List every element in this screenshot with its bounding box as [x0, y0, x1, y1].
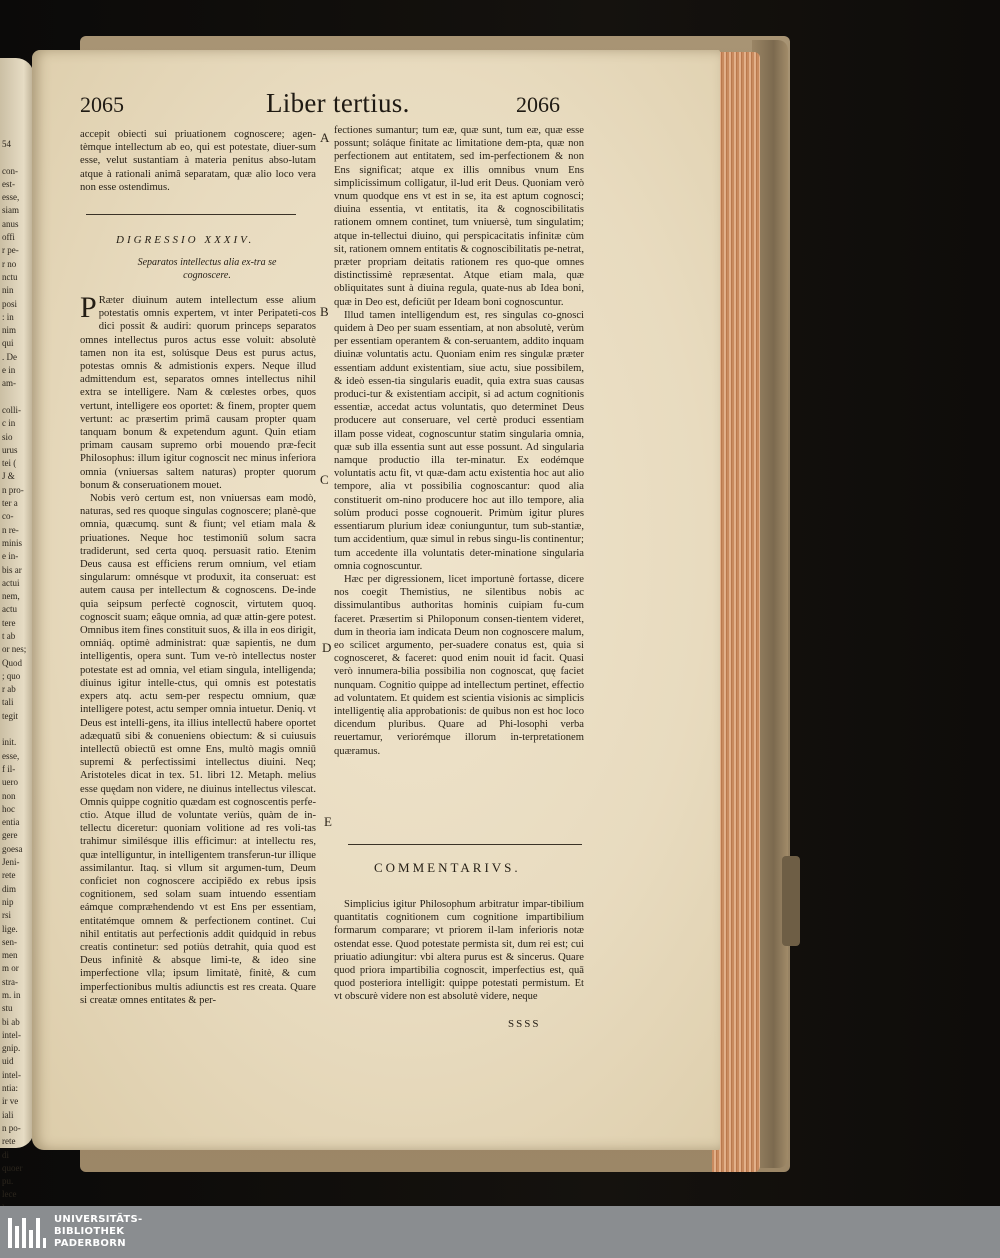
drop-cap: P — [80, 291, 97, 324]
right-paragraph-3: Hæc per digressionem, licet importunè fortasse, dicere nos coegit Themistius, ne silentibus nobis ac dissimulantibus authoritas hominis cuipiam fu-cum faceret. Præsertim si Philoponum consen-tientem videret, dum in theoria iam indicata Deum non cognoscere malum, eo scilicet argumento, per-suadere conatus est, quia si cognosceret, & faceret: quod enim nouit id facit. Quasi verò innumera-bilia possibilia non cognoscat, quę faciet nunquam. Cognitio quippe ad intellectum pertinet, effectio ad voluntatem. Et quidem est scientia visionis ac simplicis intelligentię alia approbationis: de quibus non est hoc loco dicendum pluribus. Quare ad Phi-losophi verba reuertamur, veriorémque illorum in-terpretationem quæramus. — [334, 573, 584, 757]
margin-letter-d: D — [322, 640, 332, 655]
commentary-title: COMMENTARIVS. — [374, 860, 521, 875]
commentary-column — [334, 898, 584, 1004]
left-column — [80, 128, 316, 194]
margin-letter-a: A — [320, 130, 330, 145]
signature-mark: SSSS — [508, 1018, 541, 1030]
clasp-remnant — [782, 856, 800, 946]
left-paragraph-1: Ræter diuinum autem intellectum esse alium potestatis omnis expertem, vt inter Peripateti-cos dici possit & audiri: quorum princeps separatos omnes intellectus puros actus esse voluit: absolutè tamen non ita est, solúsque Deus est purus actus, potestas omnis & admistionis expers. Neque illud admittendum est, separatos omnes intellectus nihil extra se intelligere. Nam & cœlestes orbes, quos vertunt, intelligere eos oportet: & finem, propter quem vertunt: ac præsertim primā causam propter quam tanquam bonum & expetendum agunt. Quin etiam primam causam supremo orbi mouendo præ-fecit Philosophus: illum igitur cognoscit nec minus inferiora omnia (vniuersas saltem naturas) propter quorum bonum & conseruationem mouet. — [80, 295, 316, 491]
library-name-line3: PADERBORN — [54, 1238, 126, 1249]
folio-right: 2066 — [516, 92, 560, 117]
left-column-body — [80, 291, 316, 1007]
right-paragraph-1: fectiones sumantur; tum eæ, quæ sunt, tum eæ, quæ esse possunt; soláque finitate ac limitatione dem-pta, quæ non perfectionem aut entitatem, sed im-perfectionem & non Ens significat; atque ex illis omnibus vnum Ens simplicissimum colligatur, il-lud erit Deus. Quoniam verò vnum quodque ens vt est in se, ita est aptum cognosci; diuina essentia, vt entitatis, ita & cognoscibilitatis rationem omnem continet, tum vniuersè, tum singulatim; atque in-tellectui diuino, qui perspicacitatis infinitæ cùm sit, rationem omnem entitatis & cognoscibilitatis pe-netrat, præter propriam deitatis rationem res quo-que omnes distinctissimè repræsentat. Atque etiam mala, quæ obliquitates sunt à diuina regula, quate-nus ab Idea boni, quæ in Deo est, deficiūt per Ideam boni cognoscuntur. — [334, 125, 584, 308]
left-page-edge — [0, 58, 34, 1200]
right-column — [334, 124, 584, 758]
section-rule — [86, 214, 296, 215]
digression-title: DIGRESSIO XXXIV. — [116, 234, 255, 246]
running-head: Liber tertius. — [266, 88, 410, 118]
commentary-rule — [348, 844, 582, 845]
commentary-text: Simplicius igitur Philosophum arbitratur impar-tibilium quantitatis cognitionem cum cognitione impartibilium formarum comparare; vt priorem il-lam inferioris notæ ostendat esse. Quod potestate permista sit, dum rei est; cui priuatio adiungitur: vbi altera purus est & sincerus. Quare quod priora impartibilia cognoscit, imperfectius est, quā quod posteriora intelligit: quippe potestati permistum. Et vt obscurè videre non est absolutè videre, neque — [334, 899, 584, 1003]
library-footer — [0, 1206, 1000, 1258]
left-paragraph-2: Nobis verò certum est, non vniuersas eam modò, naturas, sed res quoque singulas cognoscere; planè-que omnia, quæcumq. sunt & fiunt; vel etiam mala & priuationes. Neque hoc testimoniū solum sacra tradiderunt, sed certa quoq. persuasit ratio. Etenim Deus causa est efficiens rerum omnium, vel etiam singularum: omnésque vt produxit, ita conseruat: est autem causa per intellectum & cognoscens. De-inde quia seipsum perfectè cognoscit, virtutem quoq. cognoscit suam; eâque omnia, ad quæ attin-gere potest. Omnibus item fines constituit suos, & illa in eos dirigit, omniáq. optimè administrat: quæ sapientis, ne dum intelligentis, opera sunt. Tum ve-rò intellectus noster potestate est ad omnia, vel etiam singula, intelligenda; diuinus igitur intelle-ctus, qui omnis est potestatis expers atq. actu sem-per respectu omnium, quæ intelligere potest, actu semper omnia intuetur. Deniq. vt Deus est intelli-gens, ita illius intellectū habere oportet adæquatū sibi & conueniens obiectum: & si cuiusuis intellectū obiectū est omne Ens, multò magis omniū supremi & perfectissimi intellectus diuini. Neq; Aristoteles dicat in tex. 51. libri 12. Metaph. melius esse quędam non videre, ne diuinus intellectus vilescat. Omnis quippe cognitio quædam est cognoscentis perfe-ctio. Atque illud de voluntate veriùs, quàm de in-tellectu diceretur: quoniam volitione ad res voli-tas trahimur similésque illis efficimur: at intellectu res, quæ intelliguntur, in intelligentem transferun-tur illique assimilantur. Itaq. si vllum sit argumen-tum, Deum conficiet non cognoscere accipiēdo ex rebus ipsis cognitionem, sed solam suam intuendo essentiam eámque compræhendendo vt est Ens per essentiam, entitatémque omnem & perfectionem continet. Cui nihil entitatis aut perfectionis addit quidquid in rebus creatis continetur: sed potiùs detrahit, quia quod est Deus infinitè & absque limi-te, & ideo sine imperfectione vlla; ipsum limitatè, finitè, & cum imperfectionibus multis adiunctis est res creata. Quare si creatæ omnes entitates & per- — [80, 493, 316, 1006]
library-name-line1: UNIVERSITÄTS- — [54, 1214, 143, 1225]
digression-subtitle: Separatos intellectus alia ex-tra se cognoscere. — [137, 257, 277, 281]
library-logo-icon — [8, 1216, 46, 1248]
library-name-line2: BIBLIOTHEK — [54, 1226, 125, 1237]
folio-left: 2065 — [80, 92, 124, 117]
left-column-intro: accepit obiecti sui priuationem cognoscere; agen-tèmque intellectum ab eo, qui est potestate, diuer-sum esse, velut sustantiam à materia penitus abso-lutam atque à rationali animâ separatam, quæ alio loco vera non esse ostendimus. — [80, 129, 316, 193]
margin-letter-b: B — [320, 304, 329, 319]
library-name — [54, 1214, 143, 1250]
left-page-fragment-text: 54 con- est- esse, siam anus offi r pe- r no nctu nin posi : in nim qui . De e in am- colli- c in sio urus tei ( J & n pro- ter a co- n re- minis e in- bis ar actui nem, actu tere t ab or nes; Quod ; quo r ab tali tegit init. esse, f il- uero non hoc entia gere goesa Jeni- rete dim nip rsi lige. sen- men m or stra- m. in stu bi ab intel- gnip. uid intel- ntia: ir ve iali n po- rete di quoer pu. lece — [2, 139, 27, 1200]
margin-letter-e: E — [324, 814, 332, 829]
margin-letter-c: C — [320, 472, 329, 487]
right-paragraph-2: Illud tamen intelligendum est, res singulas co-gnosci quidem à Deo per suam essentiam, at non absolutè, verùm per essentiam operantem & con-seruantem, addito inquam diuinæ voluntatis actu. Quoniam enim res singulæ præter essentiam addunt existentiam, siue actu, siue possibilem, & ideò essen-tia singularis euadit, quia extra suas causas produci-tur & existentiam accipit, si ad actum cognitionis essentiæ, accedat actus voluntatis, quo determinet Deus producere aut conseruare, vel certè produci essentiam illam posse videat, cognoscuntur statim singularia omnia, quæ sub illa essentia sunt aut esse possunt. Ad singularia namque productio illa ter-minatur. Ex eodémque voluntatis actu fit, vt quæ-dam actu existentia hoc aut alio tempore, alia vt possibilia cognoscantur: quod alia constituerit om-nino producere hoc aut illo tempore, alia solùm produci posse cognouerit. Primùm igitur plures essentiarum plurium ideæ coniunguntur, tum sub-stantiæ, tum accidentium, quæ simul in rebus singu-lis continentur; tum accedente illa voluntatis deter-minatione singularia omnia cognoscuntur. — [334, 309, 584, 572]
